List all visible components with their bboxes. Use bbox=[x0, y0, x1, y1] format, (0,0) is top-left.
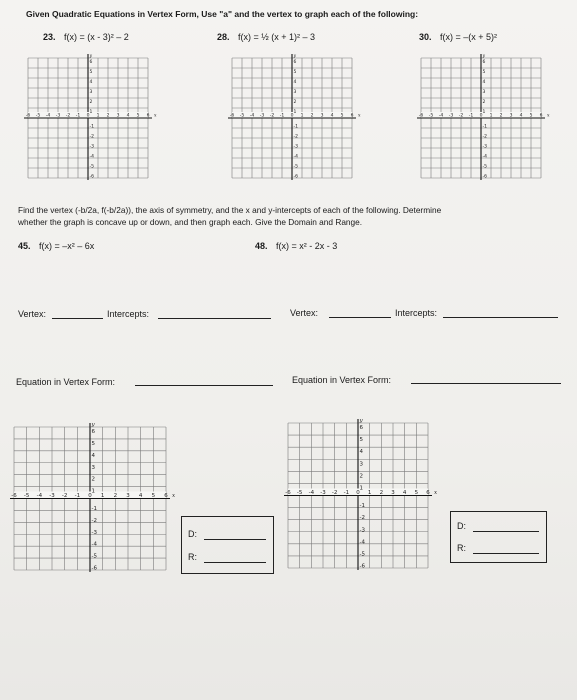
y-tick-label: -1 bbox=[359, 503, 365, 510]
x-tick-label: 2 bbox=[106, 113, 110, 119]
y-tick-label: 1 bbox=[91, 488, 95, 495]
y-tick-label: -5 bbox=[91, 553, 97, 560]
x-tick-label: 4 bbox=[519, 113, 523, 119]
x-tick-label: -2 bbox=[331, 490, 338, 496]
x-tick-label: -2 bbox=[61, 493, 68, 499]
y-tick-label: 1 bbox=[359, 485, 363, 492]
x-tick-label: -6 bbox=[285, 490, 291, 496]
y-tick-label: -4 bbox=[293, 154, 298, 160]
y-tick-label: 5 bbox=[293, 70, 297, 75]
y-tick-label: -6 bbox=[482, 174, 487, 180]
x-tick-label: 6 bbox=[350, 113, 354, 119]
vertex-label-48: Vertex: bbox=[290, 308, 319, 318]
domain-blank-45 bbox=[204, 539, 266, 540]
x-tick-label: -1 bbox=[468, 113, 474, 119]
x-tick-label: -2 bbox=[458, 113, 464, 119]
y-tick-label: 4 bbox=[293, 80, 297, 85]
y-tick-label: 3 bbox=[359, 461, 363, 468]
x-tick-label: 3 bbox=[320, 113, 324, 119]
x-tick-label: -5 bbox=[239, 113, 245, 119]
x-tick-label: -5 bbox=[296, 490, 303, 496]
y-tick-label: -1 bbox=[482, 124, 487, 130]
y-tick-label: -3 bbox=[359, 527, 365, 534]
x-tick-label: 2 bbox=[310, 113, 314, 119]
x-tick-label: -3 bbox=[320, 490, 326, 496]
y-tick-label: 5 bbox=[482, 70, 486, 75]
coordinate-grid-23 bbox=[25, 54, 157, 180]
y-tick-label: -6 bbox=[293, 174, 298, 180]
y-tick-label: -6 bbox=[89, 174, 94, 180]
x-tick-label: 1 bbox=[96, 113, 100, 119]
instructions-heading: Given Quadratic Equations in Vertex Form, Use "a" and the vertex to graph each of the following: bbox=[26, 9, 419, 19]
x-tick-label: -3 bbox=[49, 493, 55, 499]
y-axis-name: y bbox=[359, 418, 363, 424]
coordinate-grid-48 bbox=[285, 418, 438, 570]
y-tick-label: 2 bbox=[293, 100, 297, 105]
x-tick-label: 1 bbox=[100, 493, 105, 499]
x-tick-label: -4 bbox=[438, 113, 444, 119]
y-tick-label: 6 bbox=[359, 425, 363, 431]
x-tick-label: 0 bbox=[86, 113, 90, 119]
y-tick-label: 2 bbox=[359, 473, 363, 480]
range-label-48: R: bbox=[457, 543, 466, 553]
y-tick-label: -4 bbox=[359, 539, 365, 546]
x-axis-name: x bbox=[547, 113, 550, 119]
vertex-blank-48 bbox=[329, 317, 391, 318]
y-tick-label: 3 bbox=[482, 90, 486, 95]
vertex-blank-45 bbox=[52, 318, 103, 319]
section2-instructions-line1: Find the vertex (-b/2a, f(-b/2a)), the axis of symmetry, and the x and y-intercepts of each of the following. Determine bbox=[18, 205, 442, 215]
y-axis-name: y bbox=[293, 54, 297, 59]
problem-28-number: 28. bbox=[217, 32, 230, 42]
problem-30-number: 30. bbox=[419, 32, 432, 42]
y-tick-label: -6 bbox=[91, 565, 97, 572]
y-tick-label: -2 bbox=[482, 134, 487, 140]
y-tick-label: 4 bbox=[91, 452, 95, 459]
section2-instructions-line2: whether the graph is concave up or down, and then graph each. Give the Domain and Range. bbox=[18, 217, 363, 227]
problem-45-equation: f(x) = –x² – 6x bbox=[39, 241, 95, 251]
vertex-form-blank-45 bbox=[135, 385, 273, 386]
x-tick-label: 6 bbox=[146, 113, 150, 119]
y-tick-label: -5 bbox=[359, 551, 365, 558]
intercepts-label-45: Intercepts: bbox=[107, 309, 150, 319]
intercepts-label-48: Intercepts: bbox=[395, 308, 438, 318]
y-tick-label: 4 bbox=[359, 449, 363, 456]
problem-30-equation: f(x) = –(x + 5)² bbox=[440, 32, 498, 42]
x-tick-label: 4 bbox=[126, 113, 130, 119]
y-tick-label: -1 bbox=[91, 505, 97, 512]
y-tick-label: -4 bbox=[482, 154, 487, 160]
y-tick-label: 6 bbox=[482, 60, 486, 65]
vertex-form-label-48: Equation in Vertex Form: bbox=[292, 375, 392, 385]
x-tick-label: -6 bbox=[229, 113, 235, 119]
x-tick-label: -3 bbox=[55, 113, 61, 119]
x-tick-label: 3 bbox=[509, 113, 513, 119]
coordinate-grid-28 bbox=[229, 54, 361, 180]
y-tick-label: -2 bbox=[359, 515, 365, 522]
x-tick-label: 5 bbox=[151, 493, 156, 499]
y-tick-label: 5 bbox=[91, 440, 95, 447]
y-tick-label: 1 bbox=[89, 110, 93, 115]
y-tick-label: 1 bbox=[293, 110, 297, 115]
y-tick-label: -3 bbox=[89, 144, 94, 150]
y-tick-label: 4 bbox=[89, 80, 93, 85]
x-tick-label: -3 bbox=[448, 113, 454, 119]
x-tick-label: -2 bbox=[65, 113, 71, 119]
y-axis-name: y bbox=[482, 54, 486, 59]
y-tick-label: -2 bbox=[91, 517, 97, 524]
y-tick-label: 5 bbox=[89, 70, 93, 75]
x-tick-label: -6 bbox=[11, 493, 17, 499]
x-tick-label: -5 bbox=[35, 113, 41, 119]
y-tick-label: 3 bbox=[91, 464, 95, 471]
problem-23-number: 23. bbox=[43, 32, 56, 42]
problem-45-number: 45. bbox=[18, 241, 31, 251]
y-tick-label: 6 bbox=[91, 429, 95, 435]
x-tick-label: 4 bbox=[402, 490, 407, 496]
x-tick-label: -4 bbox=[308, 490, 315, 496]
y-tick-label: -2 bbox=[293, 134, 298, 140]
x-tick-label: -6 bbox=[25, 113, 31, 119]
y-tick-label: 5 bbox=[359, 437, 363, 444]
x-axis-name: x bbox=[154, 113, 157, 119]
domain-label-48: D: bbox=[457, 521, 466, 531]
y-tick-label: -1 bbox=[89, 124, 94, 130]
domain-range-box-45 bbox=[181, 516, 274, 574]
problem-23-equation: f(x) = (x - 3)² – 2 bbox=[64, 32, 129, 42]
range-blank-45 bbox=[204, 562, 266, 563]
x-tick-label: -5 bbox=[428, 113, 434, 119]
x-tick-label: 2 bbox=[113, 493, 118, 499]
x-tick-label: 5 bbox=[529, 113, 533, 119]
x-tick-label: 4 bbox=[138, 493, 143, 499]
y-tick-label: -6 bbox=[359, 563, 365, 570]
coordinate-grid-45 bbox=[11, 422, 176, 572]
x-tick-label: -3 bbox=[259, 113, 265, 119]
intercepts-blank-48 bbox=[443, 317, 558, 318]
y-tick-label: 2 bbox=[91, 476, 95, 483]
y-tick-label: 6 bbox=[293, 60, 297, 65]
vertex-label-45: Vertex: bbox=[18, 309, 47, 319]
y-axis-name: y bbox=[91, 422, 95, 428]
y-tick-label: -4 bbox=[91, 541, 97, 548]
y-tick-label: -1 bbox=[293, 124, 298, 130]
x-tick-label: 5 bbox=[414, 490, 419, 496]
x-tick-label: 5 bbox=[136, 113, 140, 119]
y-tick-label: 6 bbox=[89, 60, 93, 65]
x-tick-label: -1 bbox=[75, 113, 81, 119]
x-tick-label: 1 bbox=[367, 490, 372, 496]
y-tick-label: -3 bbox=[91, 529, 97, 536]
x-tick-label: -2 bbox=[269, 113, 275, 119]
x-tick-label: 0 bbox=[88, 493, 92, 499]
x-tick-label: -1 bbox=[343, 490, 350, 496]
range-blank-48 bbox=[473, 553, 539, 554]
intercepts-blank-45 bbox=[158, 318, 271, 319]
y-axis-name: y bbox=[89, 54, 93, 59]
coordinate-grid-30 bbox=[418, 54, 550, 180]
x-tick-label: 3 bbox=[391, 490, 395, 496]
x-tick-label: -4 bbox=[36, 493, 43, 499]
y-tick-label: -5 bbox=[293, 164, 298, 170]
x-tick-label: 4 bbox=[330, 113, 334, 119]
x-tick-label: -6 bbox=[418, 113, 424, 119]
x-tick-label: -1 bbox=[279, 113, 285, 119]
vertex-form-label-45: Equation in Vertex Form: bbox=[16, 377, 116, 387]
x-axis-name: x bbox=[358, 113, 361, 119]
y-tick-label: -3 bbox=[293, 144, 298, 150]
x-tick-label: 1 bbox=[489, 113, 493, 119]
x-tick-label: 3 bbox=[126, 493, 130, 499]
y-tick-label: 2 bbox=[89, 100, 93, 105]
y-tick-label: 1 bbox=[482, 110, 486, 115]
x-axis-name: x bbox=[172, 493, 176, 499]
x-tick-label: 2 bbox=[379, 490, 384, 496]
x-axis-name: x bbox=[434, 490, 438, 496]
y-tick-label: 4 bbox=[482, 80, 486, 85]
y-tick-label: 2 bbox=[482, 100, 486, 105]
y-tick-label: -2 bbox=[89, 134, 94, 140]
y-tick-label: -3 bbox=[482, 144, 487, 150]
x-tick-label: 6 bbox=[539, 113, 543, 119]
x-tick-label: 0 bbox=[479, 113, 483, 119]
domain-blank-48 bbox=[473, 531, 539, 532]
x-tick-label: 6 bbox=[164, 493, 168, 499]
y-tick-label: -5 bbox=[482, 164, 487, 170]
x-tick-label: 0 bbox=[356, 490, 360, 496]
x-tick-label: 3 bbox=[116, 113, 120, 119]
vertex-form-blank-48 bbox=[411, 383, 561, 384]
problem-48-equation: f(x) = x² - 2x - 3 bbox=[276, 241, 338, 251]
problem-48-number: 48. bbox=[255, 241, 268, 251]
x-tick-label: 0 bbox=[290, 113, 294, 119]
x-tick-label: -1 bbox=[74, 493, 81, 499]
x-tick-label: -4 bbox=[45, 113, 51, 119]
problem-28-equation: f(x) = ½ (x + 1)² – 3 bbox=[238, 32, 316, 42]
x-tick-label: 2 bbox=[499, 113, 503, 119]
y-tick-label: -4 bbox=[89, 154, 94, 160]
x-tick-label: 6 bbox=[426, 490, 430, 496]
range-label-45: R: bbox=[188, 552, 197, 562]
y-tick-label: 3 bbox=[89, 90, 93, 95]
y-tick-label: 3 bbox=[293, 90, 297, 95]
x-tick-label: -4 bbox=[249, 113, 255, 119]
domain-range-box-48 bbox=[450, 511, 547, 563]
x-tick-label: 5 bbox=[340, 113, 344, 119]
x-tick-label: 1 bbox=[300, 113, 304, 119]
domain-label-45: D: bbox=[188, 529, 197, 539]
y-tick-label: -5 bbox=[89, 164, 94, 170]
x-tick-label: -5 bbox=[23, 493, 30, 499]
